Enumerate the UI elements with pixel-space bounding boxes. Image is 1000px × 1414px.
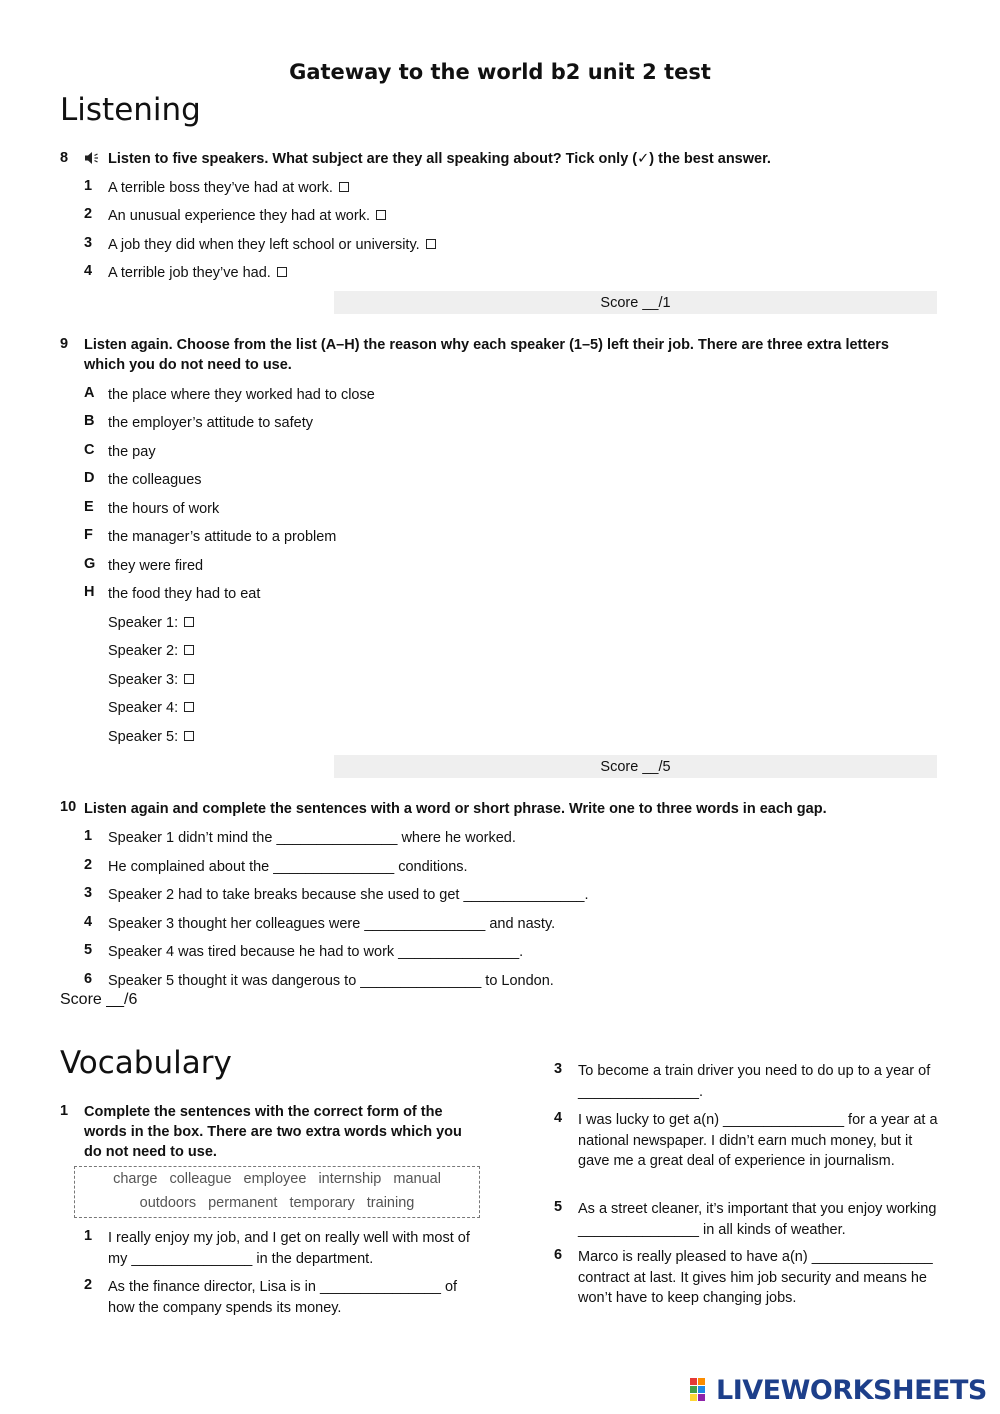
logo-grid-icon [690, 1378, 714, 1402]
audio-icon[interactable] [84, 150, 100, 168]
option-letter: F [84, 527, 93, 543]
exercise-10-instruction: Listen again and complete the sentences with a word or short phrase. Write one to three words in each gap. [84, 801, 827, 817]
word: outdoors [139, 1195, 197, 1211]
ex8-item [108, 235, 436, 255]
vocab-item-number: 5 [554, 1199, 563, 1215]
speaker-label: Speaker 3: [108, 672, 179, 688]
word: manual [393, 1171, 441, 1187]
word-row [75, 1167, 479, 1191]
speaker-answer [108, 670, 194, 690]
vocab-item-number: 4 [554, 1110, 563, 1126]
score-bar: Score __/1 [334, 291, 937, 314]
vocab-item-number: 2 [84, 1277, 93, 1293]
listening-heading: Listening [60, 92, 201, 128]
option-text: the pay [108, 444, 156, 460]
vocab-item-text[interactable]: As a street cleaner, it’s important that you enjoy working _______________ in all kinds of weather. [578, 1201, 937, 1238]
word: training [366, 1195, 415, 1211]
ex8-item-text: An unusual experience they had at work. [108, 208, 370, 224]
speaker-answer [108, 613, 194, 633]
answer-box[interactable] [184, 617, 194, 627]
ex10-item-text[interactable]: Speaker 3 thought her colleagues were _______________ and nasty. [108, 916, 556, 932]
exercise-8-instruction: Listen to five speakers. What subject are they all speaking about? Tick only (✓) the best answer. [108, 151, 771, 167]
ex10-item-text[interactable]: He complained about the _______________ conditions. [108, 859, 468, 875]
vocab-item-text[interactable]: To become a train driver you need to do up to a year of _______________. [578, 1063, 931, 1100]
option-text: the colleagues [108, 472, 202, 488]
option-text: the place where they worked had to close [108, 387, 375, 403]
ex10-item-text[interactable]: Speaker 5 thought it was dangerous to _______________ to London. [108, 973, 554, 989]
checkbox[interactable] [277, 267, 287, 277]
ex10-item-number: 5 [84, 942, 93, 958]
logo-text: LIVEWORKSHEETS [716, 1374, 987, 1406]
vocab-exercise-1-instruction: Complete the sentences with the correct form of the words in the box. There are two extra words which you do not need to use. [84, 1104, 462, 1160]
ex10-item-number: 1 [84, 828, 93, 844]
ex8-item [108, 206, 386, 226]
ex8-item-number: 2 [84, 206, 93, 222]
option-letter: C [84, 442, 95, 458]
checkbox[interactable] [426, 239, 436, 249]
liveworksheets-logo[interactable] [690, 1375, 987, 1405]
option-text: the hours of work [108, 501, 220, 517]
word-box [74, 1166, 480, 1218]
answer-box[interactable] [184, 674, 194, 684]
ex8-item-number: 4 [84, 263, 93, 279]
vocab-item-text[interactable]: I was lucky to get a(n) _______________ for a year at a national newspaper. I didn’t earn much money, but it gave me a great deal of experience in journalism. [578, 1112, 938, 1169]
speaker-answer [108, 727, 194, 747]
answer-box[interactable] [184, 645, 194, 655]
instruction-line: Listen again. Choose from the list (A–H) the reason why each speaker (1–5) left their job. There are three extra letters [84, 337, 889, 353]
word: permanent [208, 1195, 278, 1211]
ex10-item-text[interactable]: Speaker 2 had to take breaks because she used to get _______________. [108, 887, 589, 903]
option-letter: B [84, 413, 95, 429]
exercise-9-number: 9 [60, 336, 69, 352]
vocab-item-text[interactable]: Marco is really pleased to have a(n) _______________ contract at last. It gives him job security and means he won’t have to keep changing jobs. [578, 1249, 933, 1306]
speaker-label: Speaker 5: [108, 729, 179, 745]
option-text: the employer’s attitude to safety [108, 415, 313, 431]
ex10-item-number: 4 [84, 914, 93, 930]
option-text: the food they had to eat [108, 586, 261, 602]
answer-box[interactable] [184, 731, 194, 741]
ex10-item-number: 2 [84, 857, 93, 873]
ex8-item-number: 3 [84, 235, 93, 251]
speaker-answer [108, 698, 194, 718]
word: internship [318, 1171, 382, 1187]
ex8-item-text: A job they did when they left school or university. [108, 237, 420, 253]
ex10-item-number: 3 [84, 885, 93, 901]
option-letter: D [84, 470, 95, 486]
exercise-8-number: 8 [60, 150, 69, 166]
instruction-line: which you do not need to use. [84, 357, 292, 373]
ex10-item-text[interactable]: Speaker 1 didn’t mind the _______________ where he worked. [108, 830, 516, 846]
ex10-item-text[interactable]: Speaker 4 was tired because he had to work _______________. [108, 944, 524, 960]
vocab-item-text[interactable]: As the finance director, Lisa is in _______________ of how the company spends its money. [108, 1279, 458, 1316]
vocabulary-heading: Vocabulary [60, 1045, 232, 1081]
option-letter: A [84, 385, 95, 401]
speaker-label: Speaker 1: [108, 615, 179, 631]
speaker-label: Speaker 2: [108, 643, 179, 659]
score-bar: Score __/5 [334, 755, 937, 778]
vocab-item-text[interactable]: I really enjoy my job, and I get on really well with most of my _______________ in the department. [108, 1230, 470, 1267]
checkbox[interactable] [376, 210, 386, 220]
ex8-item [108, 178, 349, 198]
ex10-item-number: 6 [84, 971, 93, 987]
ex8-item-text: A terrible boss they’ve had at work. [108, 180, 333, 196]
vocab-item-number: 1 [84, 1228, 93, 1244]
vocab-exercise-1-number: 1 [60, 1103, 69, 1119]
word: charge [113, 1171, 158, 1187]
word: temporary [289, 1195, 355, 1211]
ex8-item [108, 263, 287, 283]
option-text: they were fired [108, 558, 204, 574]
option-letter: G [84, 556, 96, 572]
answer-box[interactable] [184, 702, 194, 712]
speaker-answer [108, 641, 194, 661]
option-letter: E [84, 499, 94, 515]
checkbox[interactable] [339, 182, 349, 192]
speaker-label: Speaker 4: [108, 700, 179, 716]
word-row [75, 1191, 479, 1215]
option-letter: H [84, 584, 95, 600]
page-title: Gateway to the world b2 unit 2 test [289, 60, 711, 84]
ex8-item-text: A terrible job they’ve had. [108, 265, 271, 281]
exercise-9-instruction [84, 335, 944, 375]
option-text: the manager’s attitude to a problem [108, 529, 337, 545]
word: employee [243, 1171, 307, 1187]
vocab-item-number: 3 [554, 1061, 563, 1077]
ex8-item-number: 1 [84, 178, 93, 194]
score-label: Score __/6 [60, 991, 138, 1008]
word: colleague [169, 1171, 232, 1187]
exercise-10-number: 10 [60, 799, 77, 815]
vocab-item-number: 6 [554, 1247, 563, 1263]
